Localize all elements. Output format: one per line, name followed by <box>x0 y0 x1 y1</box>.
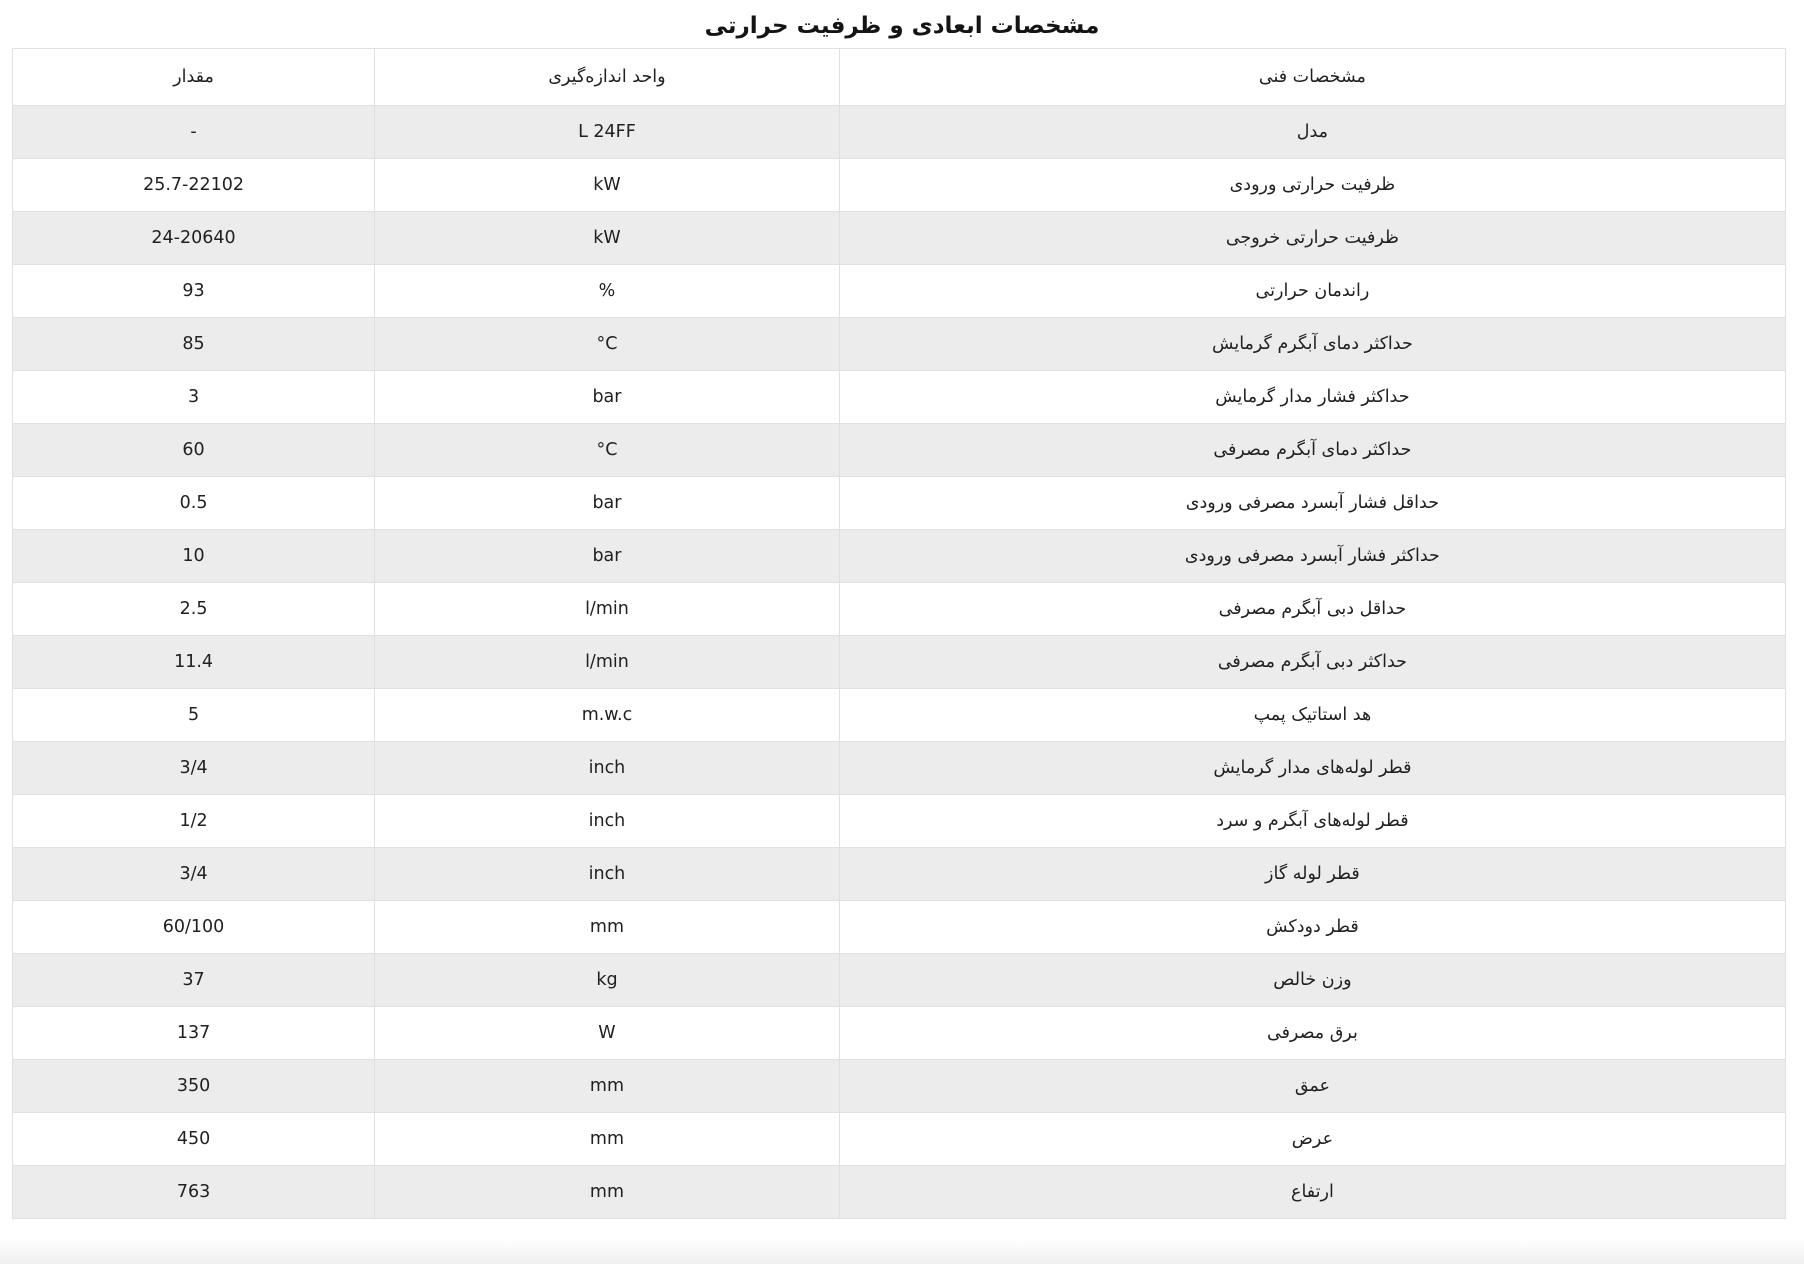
cell-unit: mm <box>375 1166 840 1219</box>
cell-spec: عرض <box>839 1113 1785 1166</box>
bottom-fade <box>0 1238 1804 1264</box>
cell-spec: قطر لوله‌های مدار گرمایش <box>839 742 1785 795</box>
cell-value: 93 <box>13 265 375 318</box>
cell-value: 350 <box>13 1060 375 1113</box>
cell-unit: kg <box>375 954 840 1007</box>
cell-value: 24-20640 <box>13 212 375 265</box>
cell-unit: L 24FF <box>375 106 840 159</box>
column-header-unit: واحد اندازه‌گیری <box>375 49 840 106</box>
cell-unit: bar <box>375 477 840 530</box>
cell-unit: bar <box>375 530 840 583</box>
cell-spec: قطر لوله گاز <box>839 848 1785 901</box>
page-title: مشخصات ابعادی و ظرفیت حرارتی <box>704 13 1100 39</box>
table-row <box>13 583 1786 636</box>
cell-value: 10 <box>13 530 375 583</box>
cell-spec: حداکثر دمای آبگرم مصرفی <box>839 424 1785 477</box>
cell-spec: مدل <box>839 106 1785 159</box>
cell-value: 763 <box>13 1166 375 1219</box>
cell-spec: حداقل فشار آبسرد مصرفی ورودی <box>839 477 1785 530</box>
table-row <box>13 371 1786 424</box>
cell-spec: حداکثر دمای آبگرم گرمایش <box>839 318 1785 371</box>
cell-value: 60 <box>13 424 375 477</box>
cell-unit: °C <box>375 318 840 371</box>
table-row <box>13 901 1786 954</box>
cell-unit: °C <box>375 424 840 477</box>
table-row <box>13 159 1786 212</box>
table-row <box>13 795 1786 848</box>
column-header-spec: مشخصات فنی <box>839 49 1785 106</box>
table-row <box>13 848 1786 901</box>
column-header-value: مقدار <box>13 49 375 106</box>
cell-value: 3 <box>13 371 375 424</box>
table-row <box>13 318 1786 371</box>
cell-unit: mm <box>375 1060 840 1113</box>
cell-value: 60/100 <box>13 901 375 954</box>
specs-table <box>12 48 1786 1219</box>
cell-value: 0.5 <box>13 477 375 530</box>
table-header-row <box>13 49 1786 106</box>
table-row <box>13 265 1786 318</box>
table-row <box>13 689 1786 742</box>
cell-unit: inch <box>375 848 840 901</box>
cell-value: 1/2 <box>13 795 375 848</box>
table-row <box>13 1166 1786 1219</box>
cell-spec: هد استاتیک پمپ <box>839 689 1785 742</box>
cell-unit: l/min <box>375 583 840 636</box>
cell-spec: حداکثر دبی آبگرم مصرفی <box>839 636 1785 689</box>
cell-value: 37 <box>13 954 375 1007</box>
specs-table-body <box>13 106 1786 1219</box>
cell-spec: راندمان حرارتی <box>839 265 1785 318</box>
cell-unit: W <box>375 1007 840 1060</box>
cell-value: 2.5 <box>13 583 375 636</box>
table-row <box>13 424 1786 477</box>
cell-unit: kW <box>375 159 840 212</box>
cell-unit: m.w.c <box>375 689 840 742</box>
cell-value: 5 <box>13 689 375 742</box>
cell-spec: قطر دودکش <box>839 901 1785 954</box>
cell-value: 3/4 <box>13 848 375 901</box>
cell-value: 11.4 <box>13 636 375 689</box>
cell-value: 450 <box>13 1113 375 1166</box>
cell-spec: ظرفیت حرارتی خروجی <box>839 212 1785 265</box>
table-row <box>13 106 1786 159</box>
cell-spec: عمق <box>839 1060 1785 1113</box>
table-row <box>13 1060 1786 1113</box>
cell-value: - <box>13 106 375 159</box>
cell-unit: inch <box>375 795 840 848</box>
cell-value: 137 <box>13 1007 375 1060</box>
cell-spec: حداکثر فشار مدار گرمایش <box>839 371 1785 424</box>
specs-table-head <box>13 49 1786 106</box>
table-row <box>13 742 1786 795</box>
cell-spec: قطر لوله‌های آبگرم و سرد <box>839 795 1785 848</box>
cell-spec: حداقل دبی آبگرم مصرفی <box>839 583 1785 636</box>
cell-spec: حداکثر فشار آبسرد مصرفی ورودی <box>839 530 1785 583</box>
table-row <box>13 1007 1786 1060</box>
cell-unit: mm <box>375 901 840 954</box>
cell-unit: kW <box>375 212 840 265</box>
cell-spec: برق مصرفی <box>839 1007 1785 1060</box>
table-row <box>13 954 1786 1007</box>
cell-unit: l/min <box>375 636 840 689</box>
table-row <box>13 1113 1786 1166</box>
table-row <box>13 530 1786 583</box>
cell-unit: mm <box>375 1113 840 1166</box>
cell-unit: % <box>375 265 840 318</box>
cell-spec: ارتفاع <box>839 1166 1785 1219</box>
cell-unit: bar <box>375 371 840 424</box>
cell-spec: ظرفیت حرارتی ورودی <box>839 159 1785 212</box>
table-row <box>13 212 1786 265</box>
table-row <box>13 477 1786 530</box>
cell-value: 3/4 <box>13 742 375 795</box>
cell-value: 25.7-22102 <box>13 159 375 212</box>
table-row <box>13 636 1786 689</box>
cell-value: 85 <box>13 318 375 371</box>
cell-unit: inch <box>375 742 840 795</box>
cell-spec: وزن خالص <box>839 954 1785 1007</box>
